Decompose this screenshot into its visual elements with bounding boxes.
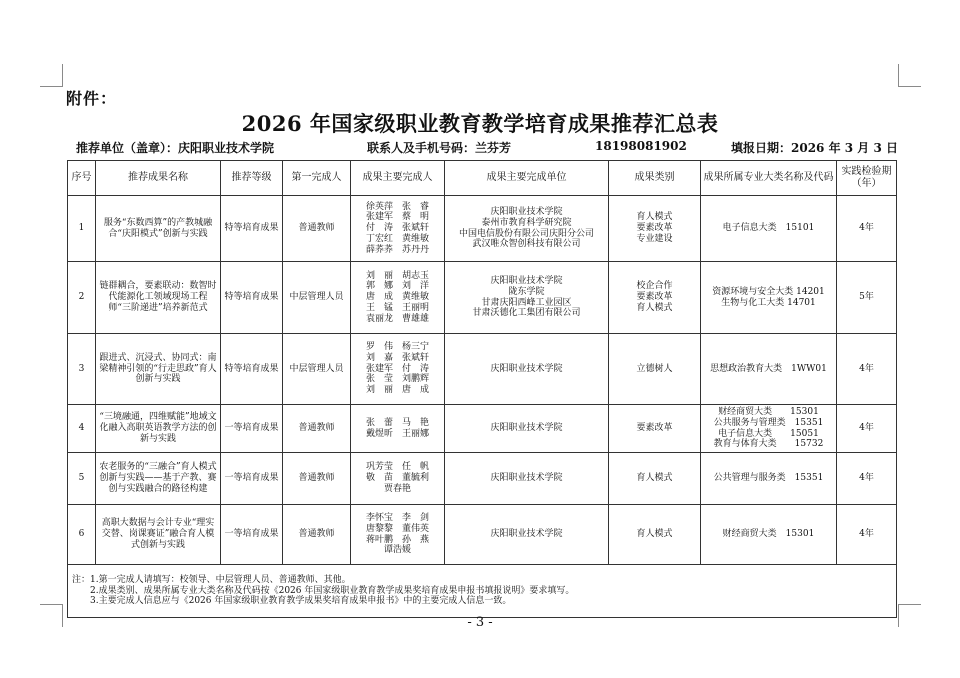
major-category-cell: [701, 334, 837, 405]
cell-line: 袁丽龙 曹雄雄: [365, 313, 429, 324]
main-units-cell: [445, 453, 609, 505]
main-units-cell: [445, 505, 609, 565]
cell-line: 罗 伟 杨三宁: [365, 342, 429, 352]
main-completers-cell: [351, 505, 445, 565]
cell-line: 泰州市教育科学研究院: [481, 217, 572, 228]
main-units-cell: [445, 334, 609, 405]
cell-line: 立德树人: [636, 363, 673, 374]
cell-line: 薛荞荞 苏丹丹: [365, 244, 429, 255]
cell-line: 张建军 付 涛: [365, 363, 429, 374]
cell-line: 谭浩媛: [383, 545, 411, 556]
cell-line: 刘 丽 唐 成: [365, 385, 429, 396]
notes-row: [68, 565, 897, 618]
category-cell: [609, 334, 701, 405]
header-cell: 成果主要完成人: [351, 161, 445, 196]
level-cell: 特等培育成果: [221, 334, 283, 405]
level-cell: 特等培育成果: [221, 262, 283, 334]
practice-years-cell: 4年: [837, 405, 897, 453]
practice-years-cell: 4年: [837, 453, 897, 505]
cell-line: 刘 丽 胡志玉: [365, 270, 429, 281]
first-completer-cell: 中层管理人员: [283, 334, 351, 405]
table-row: [68, 453, 897, 505]
main-units-cell: [445, 405, 609, 453]
table-row: [68, 196, 897, 262]
header-cell: 第一完成人: [283, 161, 351, 196]
recommending-unit: 推荐单位（盖章）：庆阳职业技术学院: [76, 141, 275, 155]
header-cell: 实践检验期（年）: [837, 161, 897, 196]
header-cell: 成果主要完成单位: [445, 161, 609, 196]
cell-line: 中国电信股份有限公司庆阳分公司: [458, 228, 594, 239]
practice-years-cell: 5年: [837, 262, 897, 334]
cell-line: 庆阳职业技术学院: [490, 275, 563, 286]
table-row: [68, 405, 897, 453]
main-completers-cell: [351, 196, 445, 262]
major-category-cell: [701, 505, 837, 565]
cell-line: 育人模式: [636, 529, 673, 540]
cell-line: 陇东学院: [508, 286, 545, 297]
major-category-cell: [701, 262, 837, 334]
cell-line: 电子信息大类 15101: [722, 223, 815, 234]
cell-line: 庆阳职业技术学院: [490, 363, 563, 374]
crop-mark-top-left: [40, 64, 63, 87]
cell-line: 贾春艳: [383, 483, 411, 494]
achievement-name-cell: 链群耦合，要素联动：数智时代能源化工领域现场工程师“三阶递进”培养新范式: [96, 262, 221, 334]
achievement-name-cell: 跟进式、沉浸式、协同式：南梁精神引领的“行走思政”育人创新与实践: [96, 334, 221, 405]
serial-number-cell: 4: [68, 405, 96, 453]
contact-person: 联系人及手机号码：兰芬芳: [367, 141, 512, 155]
first-completer-cell: 普通教师: [283, 505, 351, 565]
cell-line: 敬 苗 董毓利: [365, 473, 429, 484]
crop-mark-top-right: [898, 64, 921, 87]
page-title: 2026 年国家级职业教育教学培育成果推荐汇总表: [241, 111, 719, 136]
page-number: - 3 -: [467, 615, 493, 630]
cell-line: 刘 嘉 张斌轩: [365, 352, 429, 363]
practice-years-cell: 4年: [837, 334, 897, 405]
serial-number-cell: 5: [68, 453, 96, 505]
table-body: [68, 196, 897, 565]
major-category-cell: [701, 196, 837, 262]
cell-line: 徐英萍 张 睿: [365, 201, 429, 212]
cell-line: 李怀宝 李 剑: [365, 512, 429, 523]
achievement-name-cell: 农老服务的“三融合”育人模式创新与实践——基于产教、赛创与实践融合的路径构建: [96, 453, 221, 505]
cell-line: 张 莹 刘鹏辉: [365, 374, 429, 385]
cell-line: 要素改革: [636, 223, 673, 234]
cell-line: 财经商贸大类 15301: [718, 406, 819, 417]
cell-line: 丁宏红 黄维敏: [365, 233, 429, 244]
summary-table: [67, 160, 897, 618]
cell-line: 武汉唯众智创科技有限公司: [472, 239, 581, 250]
header-cell: 推荐成果名称: [96, 161, 221, 196]
table-row: [68, 334, 897, 405]
table-row: [68, 262, 897, 334]
cell-line: 庆阳职业技术学院: [490, 206, 563, 217]
level-cell: 特等培育成果: [221, 196, 283, 262]
cell-line: 专业建设: [636, 233, 673, 244]
cell-line: 思想政治教育大类 1WW01: [710, 363, 827, 374]
practice-years-cell: 4年: [837, 196, 897, 262]
main-units-cell: [445, 262, 609, 334]
cell-line: 郭 娜 刘 洋: [365, 281, 429, 292]
level-cell: 一等培育成果: [221, 405, 283, 453]
cell-line: 公共服务与管理类 15351: [713, 417, 824, 428]
serial-number-cell: 2: [68, 262, 96, 334]
serial-number-cell: 6: [68, 505, 96, 565]
cell-line: 要素改革: [636, 292, 673, 303]
practice-years-cell: 4年: [837, 505, 897, 565]
header-cell: 推荐等级: [221, 161, 283, 196]
cell-line: 教育与体育大类 15732: [713, 439, 824, 450]
first-completer-cell: 普通教师: [283, 453, 351, 505]
category-cell: [609, 405, 701, 453]
note-line: 2.成果类别、成果所属专业大类名称及代码按《2026 年国家级职业教育教学成果奖培育成果申报书填报说明》要求填写。: [72, 585, 575, 596]
cell-line: 张建军 蔡 明: [365, 212, 429, 223]
achievement-name-cell: “三境融通，四维赋能”地域文化融入高职英语教学方法的创新与实践: [96, 405, 221, 453]
category-cell: [609, 262, 701, 334]
category-cell: [609, 196, 701, 262]
cell-line: 育人模式: [636, 473, 673, 484]
attachment-label: 附件：: [66, 89, 118, 108]
cell-line: 财经商贸大类 15301: [722, 529, 815, 540]
cell-line: 巩芳莹 任 帆: [365, 462, 429, 473]
table-row: [68, 505, 897, 565]
cell-line: 张 蕾 马 艳: [365, 417, 429, 428]
cell-line: 育人模式: [636, 302, 673, 313]
cell-line: 庆阳职业技术学院: [490, 473, 563, 484]
major-category-cell: [701, 453, 837, 505]
header-cell: 序号: [68, 161, 96, 196]
cell-line: 唐黎黎 董伟英: [365, 523, 429, 534]
level-cell: 一等培育成果: [221, 453, 283, 505]
main-completers-cell: [351, 453, 445, 505]
cell-line: 校企合作: [636, 281, 673, 292]
cell-line: 育人模式: [636, 212, 673, 223]
cell-line: 生物与化工大类 14701: [721, 297, 816, 308]
category-cell: [609, 453, 701, 505]
serial-number-cell: 3: [68, 334, 96, 405]
cell-line: 要素改革: [636, 423, 673, 434]
cell-line: 唐 成 黄维敏: [365, 292, 429, 303]
main-completers-cell: [351, 405, 445, 453]
fill-date: 填报日期：2026 年 3 月 3 日: [731, 141, 898, 155]
cell-line: 公共管理与服务类 15351: [713, 473, 824, 484]
cell-line: 付 涛 张斌轩: [365, 223, 429, 234]
cell-line: 庆阳职业技术学院: [490, 423, 563, 434]
notes-cell: [68, 565, 897, 618]
main-completers-cell: [351, 334, 445, 405]
serial-number-cell: 1: [68, 196, 96, 262]
note-line: 3.主要完成人信息应与《2026 年国家级职业教育教学成果奖培育成果申报书》中的主要完成人信息一致。: [72, 596, 512, 607]
header-cell: 成果所属专业大类名称及代码: [701, 161, 837, 196]
cell-line: 蒋叶鹏 孙 燕: [365, 534, 429, 545]
main-units-cell: [445, 196, 609, 262]
contact-phone: 18198081902: [595, 139, 687, 153]
header-cell: 成果类别: [609, 161, 701, 196]
note-line: 注：1.第一完成人请填写：校领导、中层管理人员、普通教师、其他。: [72, 574, 351, 585]
achievement-name-cell: 服务“东数西算”的产教城融合“庆阳模式”创新与实践: [96, 196, 221, 262]
first-completer-cell: 普通教师: [283, 405, 351, 453]
cell-line: 戴煜昕 王丽娜: [365, 428, 429, 439]
category-cell: [609, 505, 701, 565]
first-completer-cell: 普通教师: [283, 196, 351, 262]
cell-line: 王 锰 王丽明: [365, 302, 429, 313]
achievement-name-cell: 高职大数据与会计专业“理实交替、岗课赛证”融合育人模式创新与实践: [96, 505, 221, 565]
first-completer-cell: 中层管理人员: [283, 262, 351, 334]
cell-line: 甘肃沃德化工集团有限公司: [472, 308, 581, 319]
main-completers-cell: [351, 262, 445, 334]
cell-line: 甘肃庆阳西峰工业园区: [481, 297, 572, 308]
major-category-cell: [701, 405, 837, 453]
cell-line: 电子信息大类 15051: [718, 428, 819, 439]
table-header-row: [68, 161, 897, 196]
cell-line: 庆阳职业技术学院: [490, 529, 563, 540]
level-cell: 一等培育成果: [221, 505, 283, 565]
cell-line: 资源环境与安全大类 14201: [712, 286, 825, 297]
